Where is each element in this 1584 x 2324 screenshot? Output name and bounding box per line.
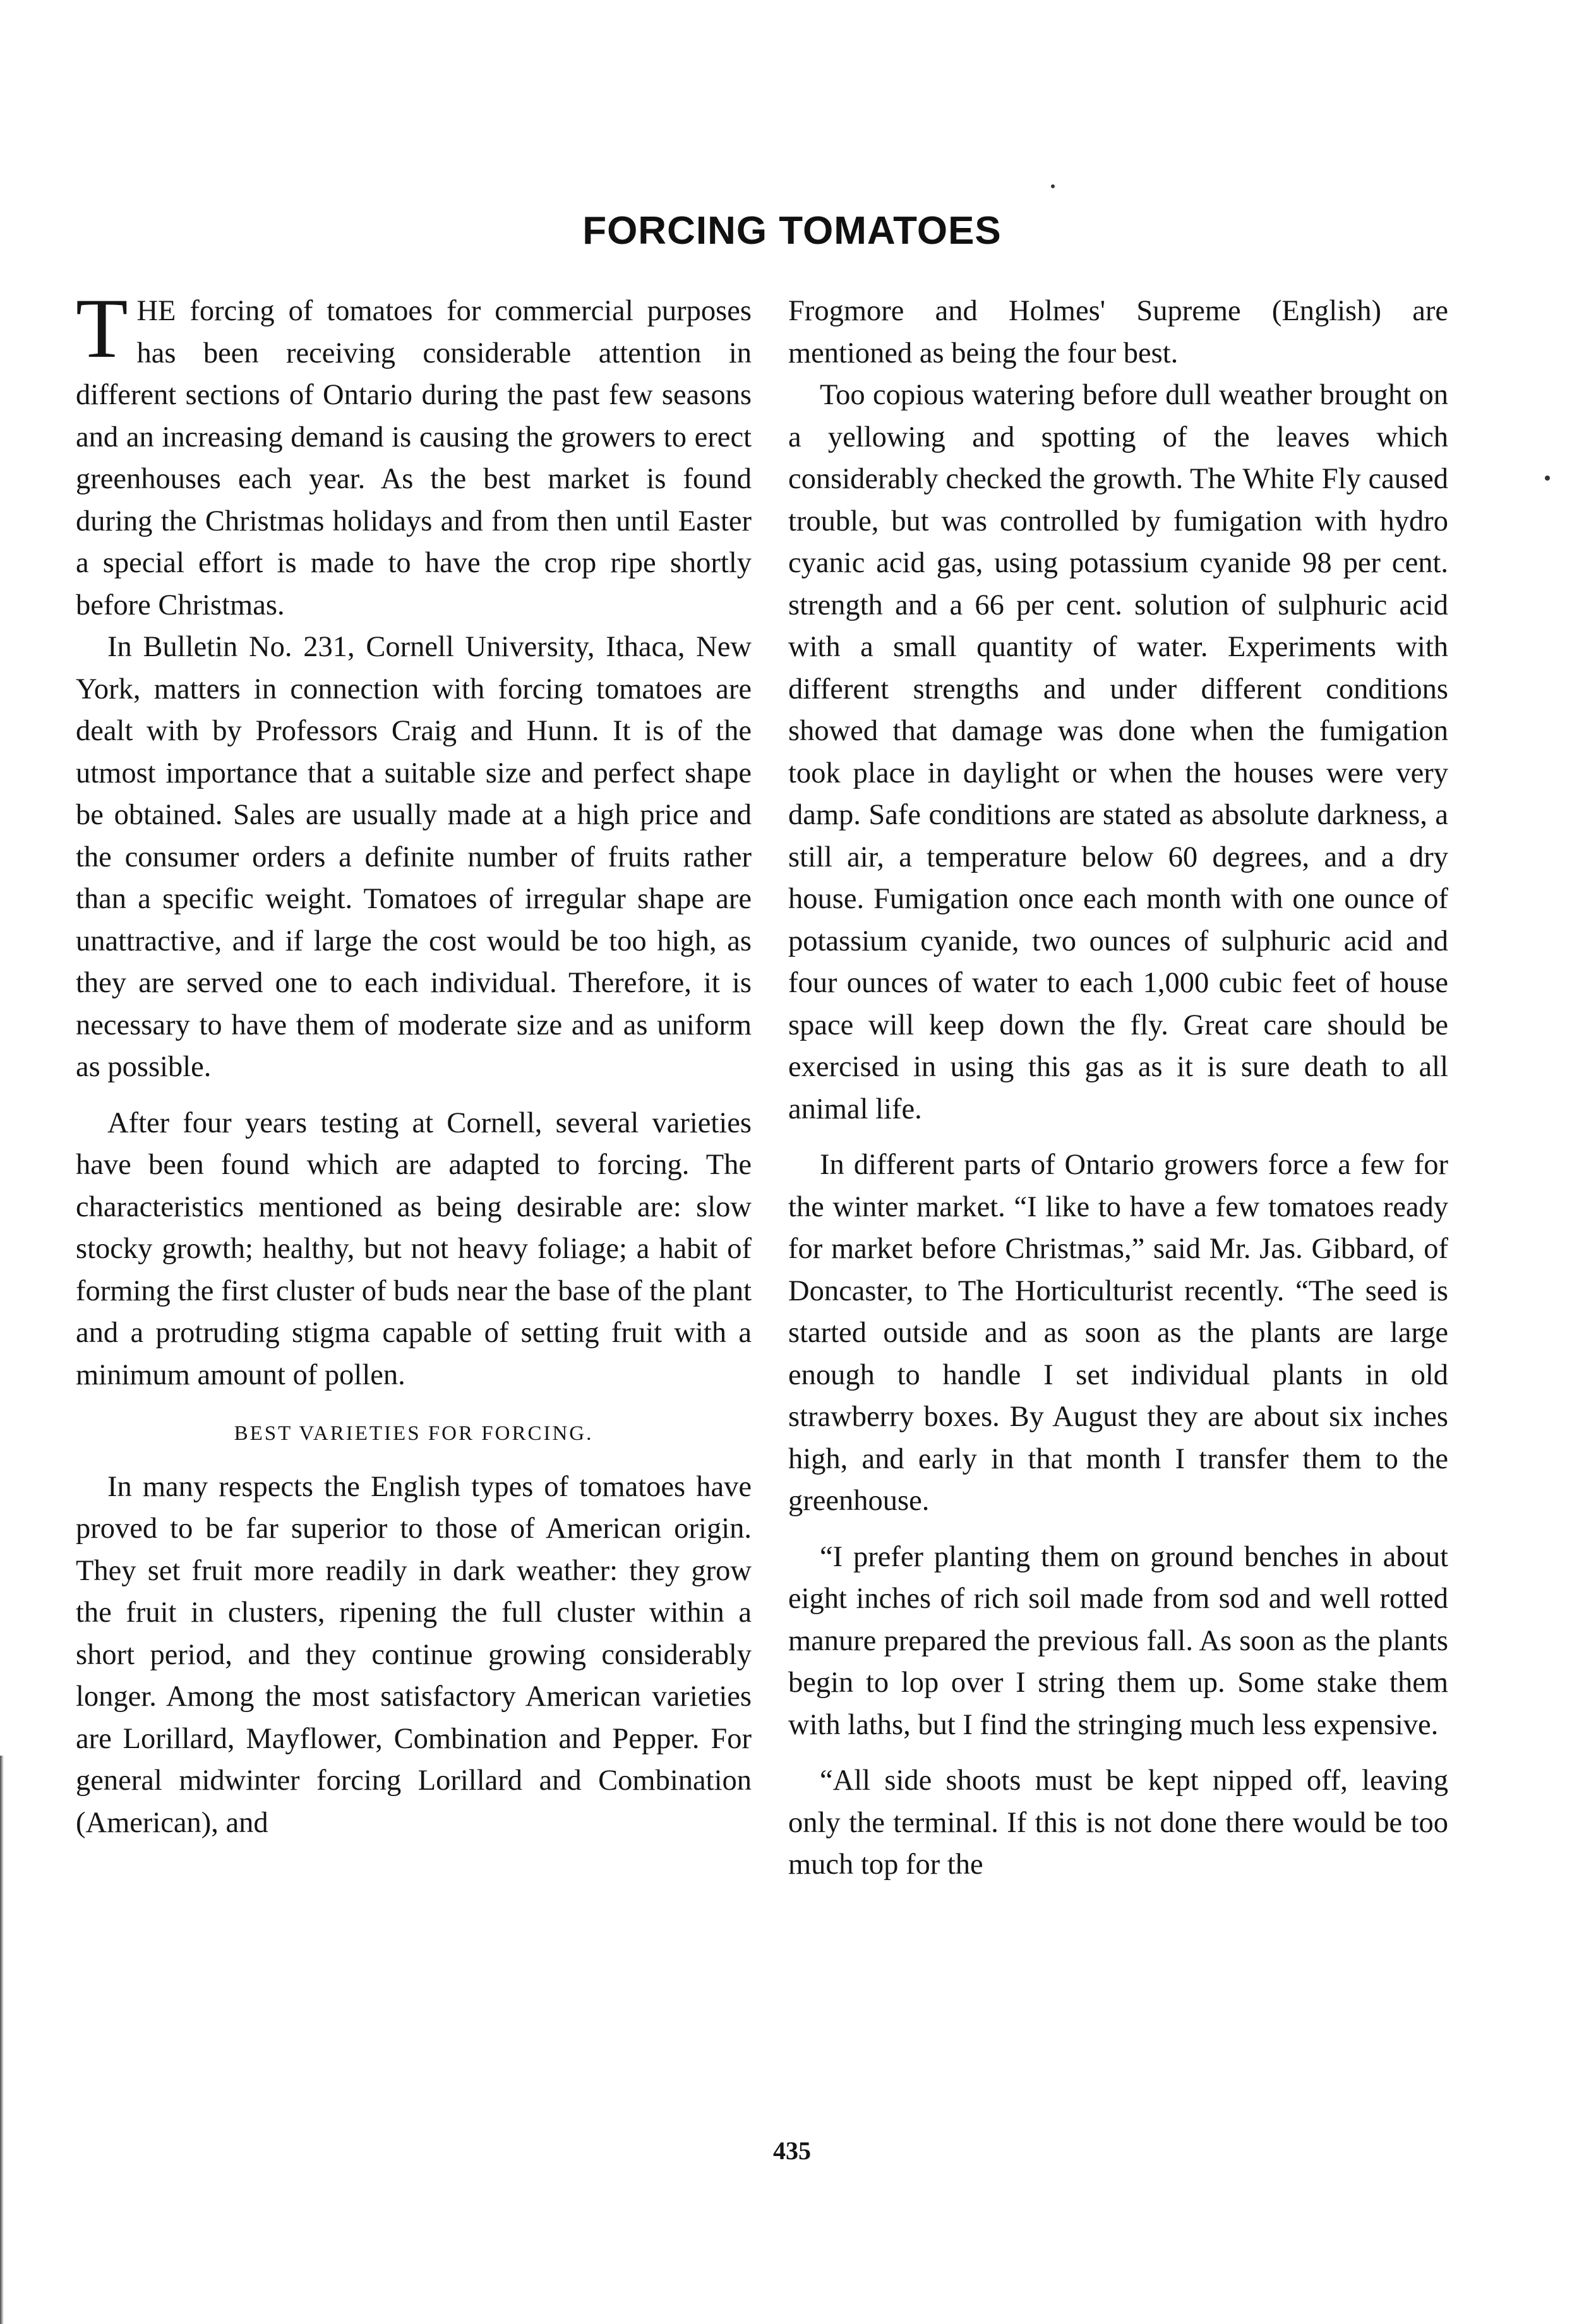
paragraph-english-types: In many respects the English types of tomatoes have proved to be far superior to those of American origin. They set fruit more readily in dark weather: they grow the fruit in clusters, ripening the full cluster within a short period, and they continue growing considerably longer. Among the most satisfactory American varieties are Lorillard, Mayflower, Combination and Pepper. For general midwinter forcing Lorillard and Combination (American), and — [76, 1470, 752, 1839]
speck-mark — [1545, 476, 1550, 481]
section-subheading: BEST VARIETIES FOR FORCING. — [234, 1422, 594, 1445]
speck-mark — [1051, 184, 1055, 188]
right-column — [788, 290, 1448, 1886]
paragraph-watering: Too copious watering before dull weather brought on a yellowing and spotting of the leaves which considerably checked the growth. The White Fly caused trouble, but was controlled by fumigation with hydro cyanic acid gas, using potassium cyanide 98 per cent. strength and a 66 per cent. solution of sulphuric acid with a small quantity of water. Experiments with different strengths and under different conditions showed that damage was done when the fumigation took place in daylight or when the houses were very damp. Safe conditions are stated as absolute darkness, a still air, a temperature below 60 degrees, and a dry house. Fumigation once each month with one ounce of potassium cyanide, two ounces of sulphuric acid and four ounces of water to each 1,000 cubic feet of house space will keep down the fly. Great care should be exercised in using this gas as it is sure death to all animal life. — [788, 379, 1448, 1125]
paragraph-ontario-growers: In different parts of Ontario growers force a few for the winter market. “I like to have a few tomatoes ready for market before Christmas,” said Mr. Jas. Gibbard, of Doncaster, to The Horticulturist recently. “The seed is started outside and as soon as the plants are large enough to handle I set individual plants in old strawberry boxes. By August they are about six inches high, and early in that month I transfer them to the greenhouse. — [788, 1149, 1448, 1517]
paragraph-side-shoots: “All side shoots must be kept nipped off, leaving only the terminal. If this is not done there would be too much top for the — [788, 1764, 1448, 1881]
paragraph-intro-text: HE forcing of tomatoes for commercial purposes has been receiving considerable attention in different sections of Ontario during the past few seasons and an increasing demand is causing the growers to erect greenhouses each year. As the best market is found during the Christmas holidays and from then until Easter a special effort is made to have the crop ripe shortly before Christmas. — [76, 295, 752, 621]
binding-shadow — [0, 1756, 4, 2324]
left-column — [76, 282, 752, 1844]
paragraph-continued: Frogmore and Holmes' Supreme (English) are mentioned as being the four best. — [788, 295, 1448, 369]
article-title: FORCING TOMATOES — [582, 209, 1002, 253]
paragraph-planting: “I prefer planting them on ground benches in about eight inches of rich soil made from sod and well rotted manure prepared the previous fall. As soon as the plants begin to lop over I string them up. Some stake them with laths, but I find the stringing much less expensive. — [788, 1540, 1448, 1741]
paragraph-bulletin: In Bulletin No. 231, Cornell University, Ithaca, New York, matters in connection with forcing tomatoes are dealt with by Professors Craig and Hunn. It is of the utmost importance that a suitable size and perfect shape be obtained. Sales are usually made at a high price and the consumer orders a definite number of fruits rather than a specific weight. Tomatoes of irregular shape are unattractive, and if large the cost would be too high, as they are served one to each individual. Therefore, it is necessary to have them of moderate size and as uniform as possible. — [76, 631, 752, 1083]
page-number: 435 — [773, 2136, 811, 2165]
drop-cap: T — [76, 282, 128, 376]
paragraph-cornell-testing: After four years testing at Cornell, several varieties have been found which are adapted to forcing. The characteristics mentioned as being desirable are: slow stocky growth; healthy, but not heavy foliage; a habit of forming the first cluster of buds near the base of the plant and a protruding stigma capable of setting fruit with a minimum amount of pollen. — [76, 1106, 752, 1391]
paragraph-intro — [76, 282, 752, 626]
